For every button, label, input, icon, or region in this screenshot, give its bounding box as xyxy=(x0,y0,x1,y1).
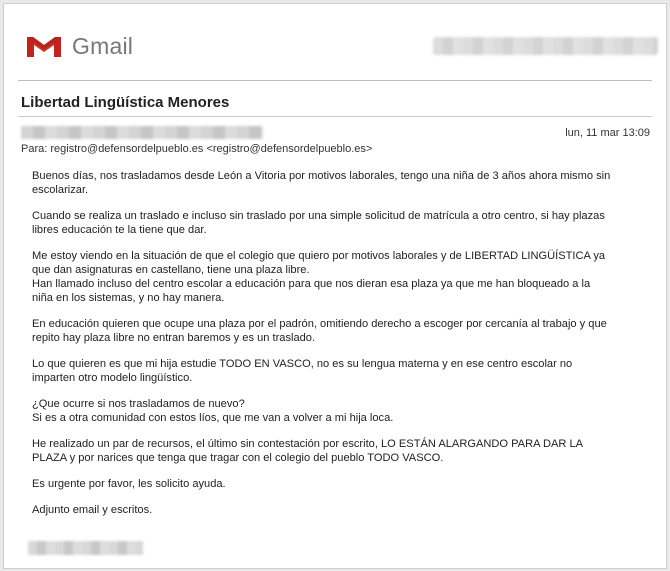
email-paragraph-line: Me estoy viendo en la situación de que el colegio que quiero por motivos laborales y de LIBERTAD LINGÜÍSTICA ya xyxy=(32,250,606,262)
email-paragraph xyxy=(32,357,647,385)
redacted-sender xyxy=(21,126,263,139)
email-paragraph-line: En educación quieren que ocupe una plaza por el padrón, omitiendo derecho a escoger por cercanía al trabajo y que xyxy=(32,318,607,330)
redacted-signature xyxy=(28,541,143,555)
email-paragraph-line: repito hay plaza libre no entran baremos y es un traslado. xyxy=(32,332,316,344)
recipient-line: Para: registro@defensordelpueblo.es <registro@defensordelpueblo.es> xyxy=(21,143,373,155)
email-paragraph xyxy=(32,503,647,517)
gmail-logo[interactable] xyxy=(24,32,133,60)
email-paragraph-line: PLAZA y por narices que tenga que tragar con el colegio del pueblo TODO VASCO. xyxy=(32,452,444,464)
email-paragraph-line: He realizado un par de recursos, el último sin contestación por escrito, LO ESTÁN ALARGANDO PARA DAR LA xyxy=(32,438,584,450)
email-paragraph-line: Es urgente por favor, les solicito ayuda. xyxy=(32,478,226,490)
email-paragraph-line: imparten otro modelo lingüístico. xyxy=(32,372,193,384)
email-paragraph-line: Han llamado incluso del centro escolar a educación para que nos dieran esa plaza ya que me han bloqueado a la xyxy=(32,278,591,290)
subject-divider xyxy=(18,116,652,117)
email-paragraph-line: Si es a otra comunidad con estos líos, que me van a volver a mi hija loca. xyxy=(32,412,394,424)
email-paragraph xyxy=(32,437,647,465)
redacted-account-email xyxy=(433,37,658,55)
email-paragraph-line: Lo que quieren es que mi hija estudie TODO EN VASCO, no es su lengua materna y en ese centro escolar no xyxy=(32,358,573,370)
email-paragraph-line: niña en los sistemas, y no hay manera. xyxy=(32,292,225,304)
email-subject: Libertad Lingüística Menores xyxy=(21,94,230,111)
gmail-m-icon xyxy=(24,32,64,60)
email-paragraph-line: escolarizar. xyxy=(32,184,89,196)
header-divider xyxy=(18,80,652,81)
email-print-page xyxy=(3,3,667,569)
email-body xyxy=(32,169,647,529)
email-paragraph-line: ¿Que ocurre si nos trasladamos de nuevo? xyxy=(32,398,245,410)
email-paragraph-line: Buenos días, nos trasladamos desde León a Vitoria por motivos laborales, tengo una niña de 3 años ahora mismo sin xyxy=(32,170,611,182)
email-date: lun, 11 mar 13:09 xyxy=(565,127,650,139)
email-paragraph-line: Adjunto email y escritos. xyxy=(32,504,153,516)
email-paragraph xyxy=(32,397,647,425)
email-paragraph xyxy=(32,169,647,197)
email-paragraph xyxy=(32,317,647,345)
email-paragraph-line: libres educación te la tiene que dar. xyxy=(32,224,207,236)
email-paragraph xyxy=(32,209,647,237)
gmail-header xyxy=(4,4,666,76)
email-paragraph-line: Cuando se realiza un traslado e incluso sin traslado por una simple solicitud de matrícula a otro centro, si hay plazas xyxy=(32,210,605,222)
gmail-wordmark: Gmail xyxy=(72,33,134,59)
email-paragraph xyxy=(32,477,647,491)
email-paragraph-line: que dan asignaturas en castellano, tiene una plaza libre. xyxy=(32,264,310,276)
email-paragraph xyxy=(32,249,647,305)
